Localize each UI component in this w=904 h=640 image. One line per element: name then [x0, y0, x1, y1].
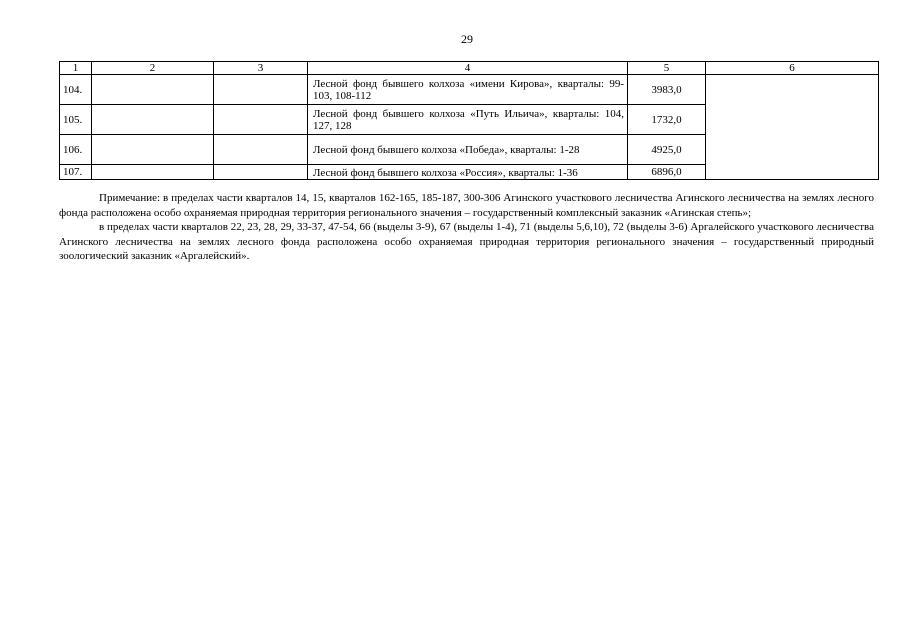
table-cell-col6	[706, 75, 879, 180]
table-cell	[92, 105, 214, 135]
notes-section	[59, 191, 874, 264]
column-header: 1	[60, 62, 92, 75]
table-cell	[214, 135, 308, 165]
column-header: 3	[214, 62, 308, 75]
table-cell	[214, 75, 308, 105]
row-number: 104.	[60, 75, 92, 105]
area-value: 3983,0	[628, 75, 706, 105]
area-value: 1732,0	[628, 105, 706, 135]
table-cell	[92, 75, 214, 105]
table-header-row	[60, 62, 879, 75]
row-number: 105.	[60, 105, 92, 135]
column-header: 2	[92, 62, 214, 75]
table-cell	[214, 105, 308, 135]
forest-fund-description: Лесной фонд бывшего колхоза «Путь Ильича», кварталы: 104, 127, 128	[308, 105, 628, 135]
row-number: 106.	[60, 135, 92, 165]
area-value: 4925,0	[628, 135, 706, 165]
column-header: 4	[308, 62, 628, 75]
column-header: 5	[628, 62, 706, 75]
table-row	[60, 75, 879, 105]
column-header: 6	[706, 62, 879, 75]
forest-fund-description: Лесной фонд бывшего колхоза «Россия», кварталы: 1-36	[308, 165, 628, 180]
forest-fund-description: Лесной фонд бывшего колхоза «Победа», кварталы: 1-28	[308, 135, 628, 165]
table-cell	[92, 165, 214, 180]
area-value: 6896,0	[628, 165, 706, 180]
row-number: 107.	[60, 165, 92, 180]
note-paragraph: Примечание: в пределах части кварталов 14, 15, кварталов 162-165, 185-187, 300-306 Агинского участкового лесничества Агинского лесничества на землях лесного фонда расположена особо охраняемая природная территория регионального значения – государственный комплексный заказник «Агинская степь»;	[59, 192, 874, 219]
forest-fund-description: Лесной фонд бывшего колхоза «имени Кирова», кварталы: 99-103, 108-112	[308, 75, 628, 105]
forest-fund-table	[59, 61, 879, 180]
table-cell	[92, 135, 214, 165]
table-cell	[214, 165, 308, 180]
note-paragraph: в пределах части кварталов 22, 23, 28, 29, 33-37, 47-54, 66 (выделы 3-9), 67 (выделы 1-4), 71 (выделы 5,6,10), 72 (выделы 3-6) Аргалейского участкового лесничества Агинского лесничества на землях лесного фонда расположена особо охраняемая природная территория регионального значения – государственный природный зоологический заказник «Аргалейский».	[59, 221, 874, 262]
page-number: 29	[461, 32, 473, 46]
